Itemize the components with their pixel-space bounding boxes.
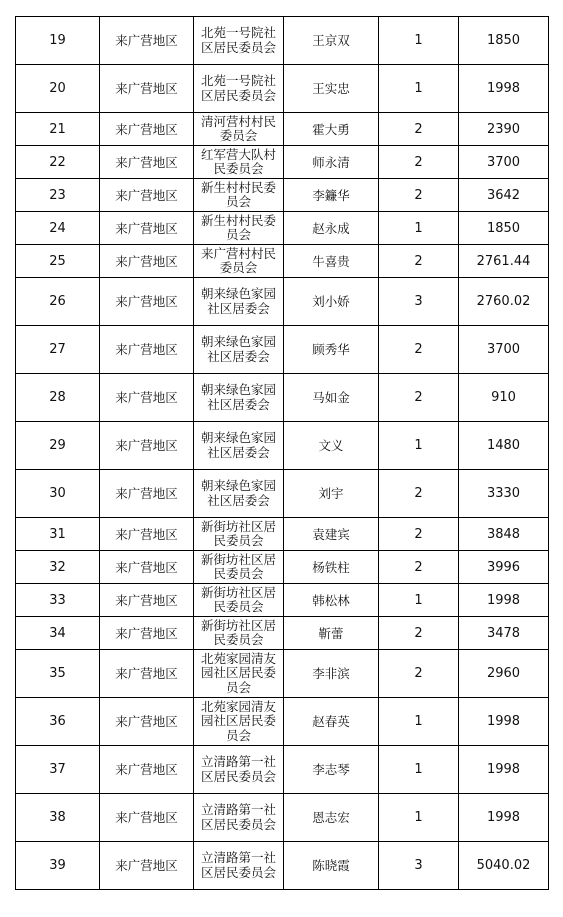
community-cell: 朝来绿色家园社区居委会 <box>194 326 284 374</box>
area-cell: 来广营地区 <box>100 794 194 842</box>
area-cell: 来广营地区 <box>100 146 194 179</box>
people-count-cell: 3 <box>379 842 459 890</box>
row-number: 32 <box>16 551 100 584</box>
name-cell: 恩志宏 <box>284 794 379 842</box>
amount-cell: 3330 <box>459 470 549 518</box>
name-cell: 马如金 <box>284 374 379 422</box>
area-cell: 来广营地区 <box>100 17 194 65</box>
area-cell: 来广营地区 <box>100 179 194 212</box>
community-cell: 朝来绿色家园社区居委会 <box>194 374 284 422</box>
community-cell: 新街坊社区居民委员会 <box>194 551 284 584</box>
table-row <box>16 794 549 842</box>
row-number: 23 <box>16 179 100 212</box>
table-row <box>16 842 549 890</box>
table-row <box>16 374 549 422</box>
amount-cell: 1850 <box>459 212 549 245</box>
area-cell: 来广营地区 <box>100 551 194 584</box>
row-number: 30 <box>16 470 100 518</box>
people-count-cell: 1 <box>379 17 459 65</box>
area-cell: 来广营地区 <box>100 422 194 470</box>
people-count-cell: 2 <box>379 146 459 179</box>
area-cell: 来广营地区 <box>100 65 194 113</box>
name-cell: 文义 <box>284 422 379 470</box>
people-count-cell: 1 <box>379 698 459 746</box>
community-cell: 北苑一号院社区居民委员会 <box>194 17 284 65</box>
community-cell: 红军营大队村民委员会 <box>194 146 284 179</box>
name-cell: 赵春英 <box>284 698 379 746</box>
table-row <box>16 326 549 374</box>
people-count-cell: 3 <box>379 278 459 326</box>
name-cell: 韩松林 <box>284 584 379 617</box>
people-count-cell: 2 <box>379 551 459 584</box>
amount-cell: 3848 <box>459 518 549 551</box>
row-number: 37 <box>16 746 100 794</box>
amount-cell: 1850 <box>459 17 549 65</box>
area-cell: 来广营地区 <box>100 278 194 326</box>
name-cell: 李鐮华 <box>284 179 379 212</box>
name-cell: 袁建宾 <box>284 518 379 551</box>
amount-cell: 1998 <box>459 65 549 113</box>
name-cell: 王京双 <box>284 17 379 65</box>
people-count-cell: 1 <box>379 746 459 794</box>
people-count-cell: 2 <box>379 179 459 212</box>
name-cell: 杨铁柱 <box>284 551 379 584</box>
row-number: 22 <box>16 146 100 179</box>
name-cell: 陈晓霞 <box>284 842 379 890</box>
area-cell: 来广营地区 <box>100 245 194 278</box>
table-row <box>16 65 549 113</box>
amount-cell: 3478 <box>459 617 549 650</box>
table-row <box>16 518 549 551</box>
table-row <box>16 551 549 584</box>
community-cell: 朝来绿色家园社区居委会 <box>194 422 284 470</box>
row-number: 36 <box>16 698 100 746</box>
row-number: 19 <box>16 17 100 65</box>
row-number: 24 <box>16 212 100 245</box>
people-count-cell: 2 <box>379 470 459 518</box>
people-count-cell: 1 <box>379 794 459 842</box>
row-number: 28 <box>16 374 100 422</box>
amount-cell: 3642 <box>459 179 549 212</box>
amount-cell: 5040.02 <box>459 842 549 890</box>
amount-cell: 2960 <box>459 650 549 698</box>
table-row <box>16 17 549 65</box>
name-cell: 刘宇 <box>284 470 379 518</box>
name-cell: 李志琴 <box>284 746 379 794</box>
table-row <box>16 113 549 146</box>
area-cell: 来广营地区 <box>100 470 194 518</box>
community-cell: 北苑家园清友园社区居民委员会 <box>194 650 284 698</box>
amount-cell: 1998 <box>459 584 549 617</box>
community-cell: 北苑一号院社区居民委员会 <box>194 65 284 113</box>
row-number: 25 <box>16 245 100 278</box>
people-count-cell: 2 <box>379 326 459 374</box>
community-cell: 北苑家园清友园社区居民委员会 <box>194 698 284 746</box>
table-row <box>16 650 549 698</box>
amount-cell: 3700 <box>459 146 549 179</box>
table-row <box>16 146 549 179</box>
community-cell: 立清路第一社区居民委员会 <box>194 842 284 890</box>
amount-cell: 1998 <box>459 794 549 842</box>
name-cell: 霍大勇 <box>284 113 379 146</box>
community-cell: 来广营村村民委员会 <box>194 245 284 278</box>
amount-cell: 1998 <box>459 698 549 746</box>
table-row <box>16 746 549 794</box>
name-cell: 王实忠 <box>284 65 379 113</box>
name-cell: 师永清 <box>284 146 379 179</box>
community-cell: 新街坊社区居民委员会 <box>194 518 284 551</box>
row-number: 35 <box>16 650 100 698</box>
table-row <box>16 584 549 617</box>
people-count-cell: 2 <box>379 374 459 422</box>
people-count-cell: 1 <box>379 422 459 470</box>
community-cell: 新生村村民委员会 <box>194 212 284 245</box>
relief-table <box>15 16 549 890</box>
amount-cell: 2390 <box>459 113 549 146</box>
area-cell: 来广营地区 <box>100 584 194 617</box>
table-row <box>16 212 549 245</box>
area-cell: 来广营地区 <box>100 617 194 650</box>
people-count-cell: 2 <box>379 518 459 551</box>
row-number: 39 <box>16 842 100 890</box>
community-cell: 新生村村民委员会 <box>194 179 284 212</box>
area-cell: 来广营地区 <box>100 746 194 794</box>
row-number: 29 <box>16 422 100 470</box>
people-count-cell: 1 <box>379 584 459 617</box>
people-count-cell: 2 <box>379 113 459 146</box>
community-cell: 朝来绿色家园社区居委会 <box>194 278 284 326</box>
name-cell: 靳蕾 <box>284 617 379 650</box>
people-count-cell: 2 <box>379 245 459 278</box>
table-row <box>16 278 549 326</box>
community-cell: 新街坊社区居民委员会 <box>194 617 284 650</box>
community-cell: 立清路第一社区居民委员会 <box>194 746 284 794</box>
row-number: 33 <box>16 584 100 617</box>
table-row <box>16 245 549 278</box>
name-cell: 牛喜贵 <box>284 245 379 278</box>
table-row <box>16 179 549 212</box>
name-cell: 顾秀华 <box>284 326 379 374</box>
community-cell: 清河营村村民委员会 <box>194 113 284 146</box>
people-count-cell: 2 <box>379 650 459 698</box>
row-number: 21 <box>16 113 100 146</box>
name-cell: 赵永成 <box>284 212 379 245</box>
amount-cell: 3700 <box>459 326 549 374</box>
people-count-cell: 1 <box>379 212 459 245</box>
name-cell: 刘小娇 <box>284 278 379 326</box>
table-row <box>16 698 549 746</box>
community-cell: 朝来绿色家园社区居委会 <box>194 470 284 518</box>
table-row <box>16 470 549 518</box>
row-number: 38 <box>16 794 100 842</box>
table-row <box>16 422 549 470</box>
table-body <box>16 17 549 890</box>
community-cell: 立清路第一社区居民委员会 <box>194 794 284 842</box>
row-number: 34 <box>16 617 100 650</box>
amount-cell: 3996 <box>459 551 549 584</box>
area-cell: 来广营地区 <box>100 518 194 551</box>
amount-cell: 1998 <box>459 746 549 794</box>
amount-cell: 2761.44 <box>459 245 549 278</box>
row-number: 27 <box>16 326 100 374</box>
area-cell: 来广营地区 <box>100 374 194 422</box>
row-number: 26 <box>16 278 100 326</box>
area-cell: 来广营地区 <box>100 650 194 698</box>
table-row <box>16 617 549 650</box>
name-cell: 李非滨 <box>284 650 379 698</box>
amount-cell: 1480 <box>459 422 549 470</box>
area-cell: 来广营地区 <box>100 212 194 245</box>
people-count-cell: 1 <box>379 65 459 113</box>
community-cell: 新街坊社区居民委员会 <box>194 584 284 617</box>
amount-cell: 2760.02 <box>459 278 549 326</box>
area-cell: 来广营地区 <box>100 326 194 374</box>
row-number: 20 <box>16 65 100 113</box>
amount-cell: 910 <box>459 374 549 422</box>
area-cell: 来广营地区 <box>100 698 194 746</box>
row-number: 31 <box>16 518 100 551</box>
people-count-cell: 2 <box>379 617 459 650</box>
area-cell: 来广营地区 <box>100 842 194 890</box>
area-cell: 来广营地区 <box>100 113 194 146</box>
